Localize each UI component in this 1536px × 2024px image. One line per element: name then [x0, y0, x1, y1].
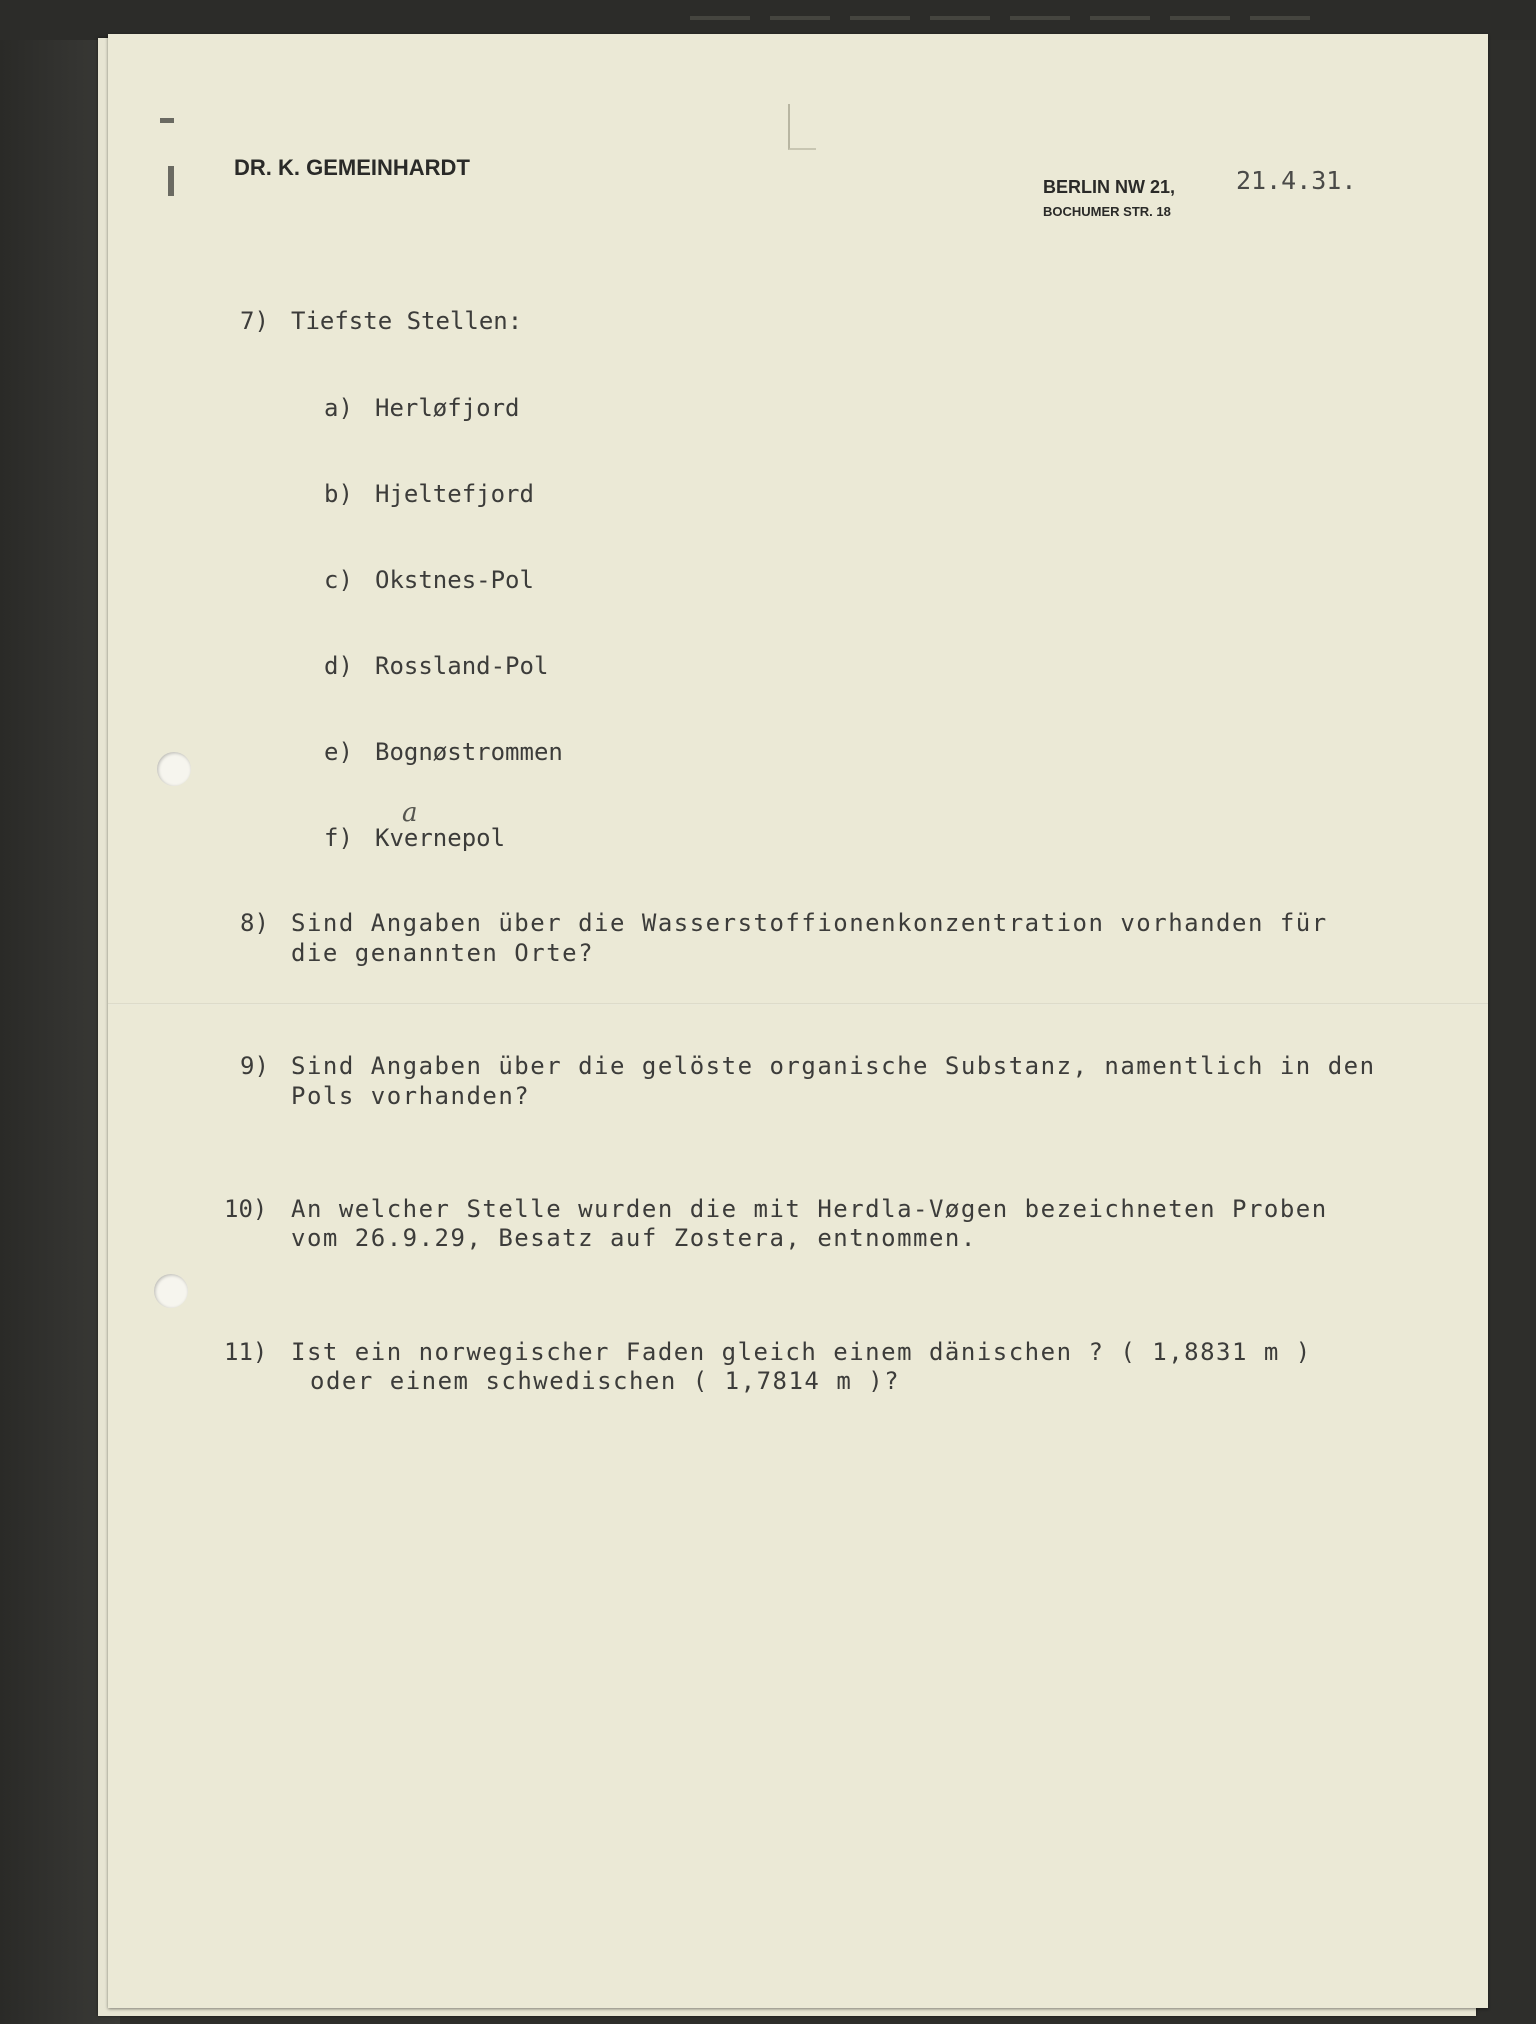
question-11-line: Ist ein norwegischer Faden gleich einem dänischen ? ( 1,8831 m )	[291, 1338, 1312, 1366]
question-10-number: 10)	[224, 1195, 268, 1223]
list-item-text: Kvernepol	[375, 824, 506, 852]
sender-street: BOCHUMER STR. 18	[1043, 204, 1171, 219]
section-7-heading: Tiefste Stellen:	[291, 307, 523, 335]
punch-hole-upper	[157, 752, 191, 786]
pencil-correction: a	[402, 798, 418, 828]
question-10-line: An welcher Stelle wurden die mit Herdla-Vøgen bezeichneten Proben	[291, 1195, 1328, 1223]
list-item-text: Hjeltefjord	[375, 480, 534, 508]
question-8-line: die genannten Orte?	[291, 939, 595, 967]
list-item-letter: a)	[324, 394, 353, 422]
torn-corner-mark	[788, 104, 816, 150]
sender-city: BERLIN NW 21,	[1043, 177, 1176, 197]
letter-date: 21.4.31.	[1236, 166, 1357, 195]
sender-name: DR. K. GEMEINHARDT	[234, 155, 470, 180]
question-9-number: 9)	[240, 1052, 269, 1080]
list-item-letter: c)	[324, 566, 353, 594]
staple-mark	[168, 166, 174, 196]
staple-mark	[160, 118, 174, 123]
question-8-number: 8)	[240, 909, 269, 937]
list-item-letter: d)	[324, 652, 353, 680]
list-item-text: Bognøstrommen	[375, 738, 563, 766]
question-8-line: Sind Angaben über die Wasserstoffionenkonzentration vorhanden für	[291, 909, 1328, 937]
fold-line	[108, 1003, 1488, 1005]
list-item-text: Okstnes-Pol	[375, 566, 534, 594]
list-item-letter: f)	[324, 824, 353, 852]
question-11-line: oder einem schwedischen ( 1,7814 m )?	[310, 1367, 901, 1395]
list-item-letter: e)	[324, 738, 353, 766]
question-11-number: 11)	[224, 1338, 268, 1366]
question-10-line: vom 26.9.29, Besatz auf Zostera, entnommen.	[291, 1224, 977, 1252]
question-9-line: Pols vorhanden?	[291, 1082, 531, 1110]
background-sheet-edge	[690, 16, 1330, 20]
list-item-text: Rossland-Pol	[375, 652, 549, 680]
list-item-text: Herløfjord	[375, 394, 520, 422]
list-item-letter: b)	[324, 480, 353, 508]
punch-hole-lower	[154, 1274, 188, 1308]
question-9-line: Sind Angaben über die gelöste organische Substanz, namentlich in den	[291, 1052, 1376, 1080]
section-7-number: 7)	[240, 307, 269, 335]
